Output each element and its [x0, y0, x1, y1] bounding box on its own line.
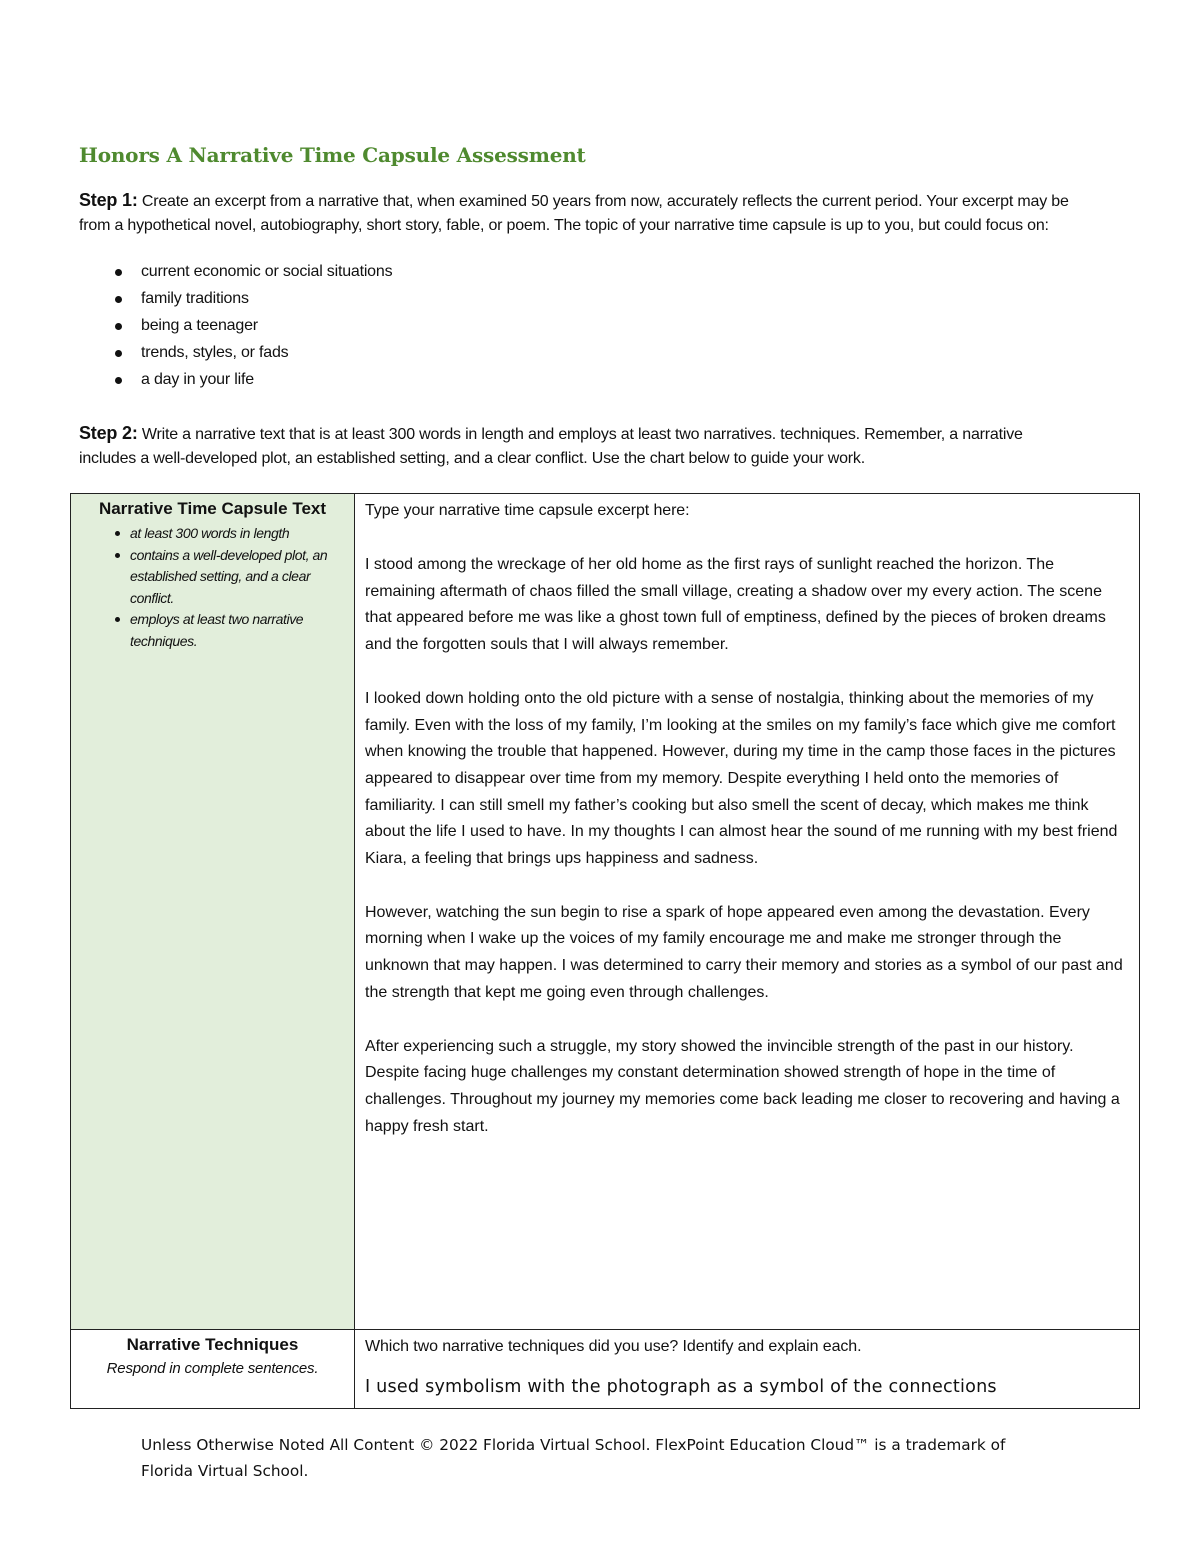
list-item [112, 312, 392, 339]
narrative-paragraph: I looked down holding onto the old picture with a sense of nostalgia, thinking about the memories of my family. Even with the loss of my family, I’m looking at the smiles on my family’s face which give me comfort when knowing the trouble that happened. However, during my time in the camp those faces in the pictures appeared to disappear over time from my memory. Despite everything I held onto the memories of familiarity. I can still smell my father’s cooking but also smell the scent of decay, which makes me think about the life I used to have. In my thoughts I can almost hear the sound of me running with my best friend Kiara, a feeling that brings ups happiness and sadness. [365, 689, 1118, 868]
step-2-text: Write a narrative text that is at least 300 words in length and employs at least two narratives. techniques. Remember, a narrative includes a well-developed plot, an established setting, and a clear conflict. Use the chart below to guide your work. [79, 426, 1023, 467]
step-1-label: Step 1: [79, 190, 138, 210]
step-2 [79, 421, 1079, 471]
techniques-heading: Narrative Techniques [126, 1335, 299, 1354]
page-title: Honors A Narrative Time Capsule Assessment [79, 143, 586, 167]
time-capsule-heading: Narrative Time Capsule Text [98, 499, 327, 518]
step-1-text: Create an excerpt from a narrative that, when examined 50 years from now, accurately reflects the current period. Your excerpt may be from a hypothetical novel, autobiography, short story, fable, or poem. The topic of your narrative time capsule is up to you, but could focus on: [79, 193, 1069, 234]
assignment-table [70, 493, 1140, 1409]
list-item [112, 285, 392, 312]
list-item [112, 339, 392, 366]
bullet-icon [115, 617, 120, 622]
step-1 [79, 188, 1079, 238]
bullet-icon [115, 269, 122, 276]
topic-list [112, 258, 392, 393]
bullet-icon [115, 377, 122, 384]
requirement-text: at least 300 words in length [130, 525, 290, 541]
techniques-label-cell [71, 1330, 355, 1409]
topic-text: family traditions [141, 290, 249, 307]
techniques-answer-field[interactable] [355, 1330, 1140, 1409]
list-item [112, 366, 392, 393]
requirement-text: contains a well-developed plot, an established setting, and a clear conflict. [130, 546, 328, 606]
techniques-prompt: Which two narrative techniques did you use? Identify and explain each. [365, 1338, 862, 1355]
techniques-subheading: Respond in complete sentences. [106, 1360, 319, 1377]
requirements-cell [71, 494, 355, 1330]
narrative-paragraph: I stood among the wreckage of her old home as the first rays of sunlight reached the horizon. The remaining aftermath of chaos filled the small village, creating a shadow over my every action. The scene that appeared before me was like a ghost town full of emptiness, defined by the pieces of broken dreams and the forgotten souls that I will always remember. [365, 556, 1106, 654]
topic-text: a day in your life [141, 371, 254, 388]
list-item [130, 523, 335, 545]
narrative-paragraph: After experiencing such a struggle, my story showed the invincible strength of the past in our history. Despite facing huge challenges my constant determination showed strength of hope in the time of challenges. Throughout my journey my memories come back leading me closer to recovering and having a happy fresh start. [365, 1037, 1120, 1135]
list-item [130, 545, 335, 610]
topic-text: trends, styles, or fads [141, 344, 289, 361]
bullet-icon [115, 296, 122, 303]
list-item [130, 609, 335, 652]
excerpt-prompt: Type your narrative time capsule excerpt here: [365, 502, 690, 519]
bullet-icon [115, 350, 122, 357]
requirement-text: employs at least two narrative techniques. [130, 611, 304, 649]
narrative-paragraph: However, watching the sun begin to rise a spark of hope appeared even among the devastation. Every morning when I wake up the voices of my family encourage me and make me stronger through the unknown that may happen. I was determined to carry their memory and stories as a symbol of our past and the strength that kept me going even through challenges. [365, 903, 1123, 1001]
copyright-footer: Unless Otherwise Noted All Content © 2022 Florida Virtual School. FlexPoint Education Cloud™ is a trademark of Florida Virtual School. [141, 1436, 1006, 1480]
narrative-excerpt-field[interactable] [355, 494, 1140, 1330]
bullet-icon [115, 323, 122, 330]
bullet-icon [115, 553, 120, 558]
topic-text: being a teenager [141, 317, 258, 334]
list-item [112, 258, 392, 285]
requirements-list [71, 523, 354, 652]
step-2-label: Step 2: [79, 423, 138, 443]
bullet-icon [115, 531, 120, 536]
techniques-answer: I used symbolism with the photograph as a symbol of the connections [365, 1377, 997, 1397]
topic-text: current economic or social situations [141, 263, 393, 280]
